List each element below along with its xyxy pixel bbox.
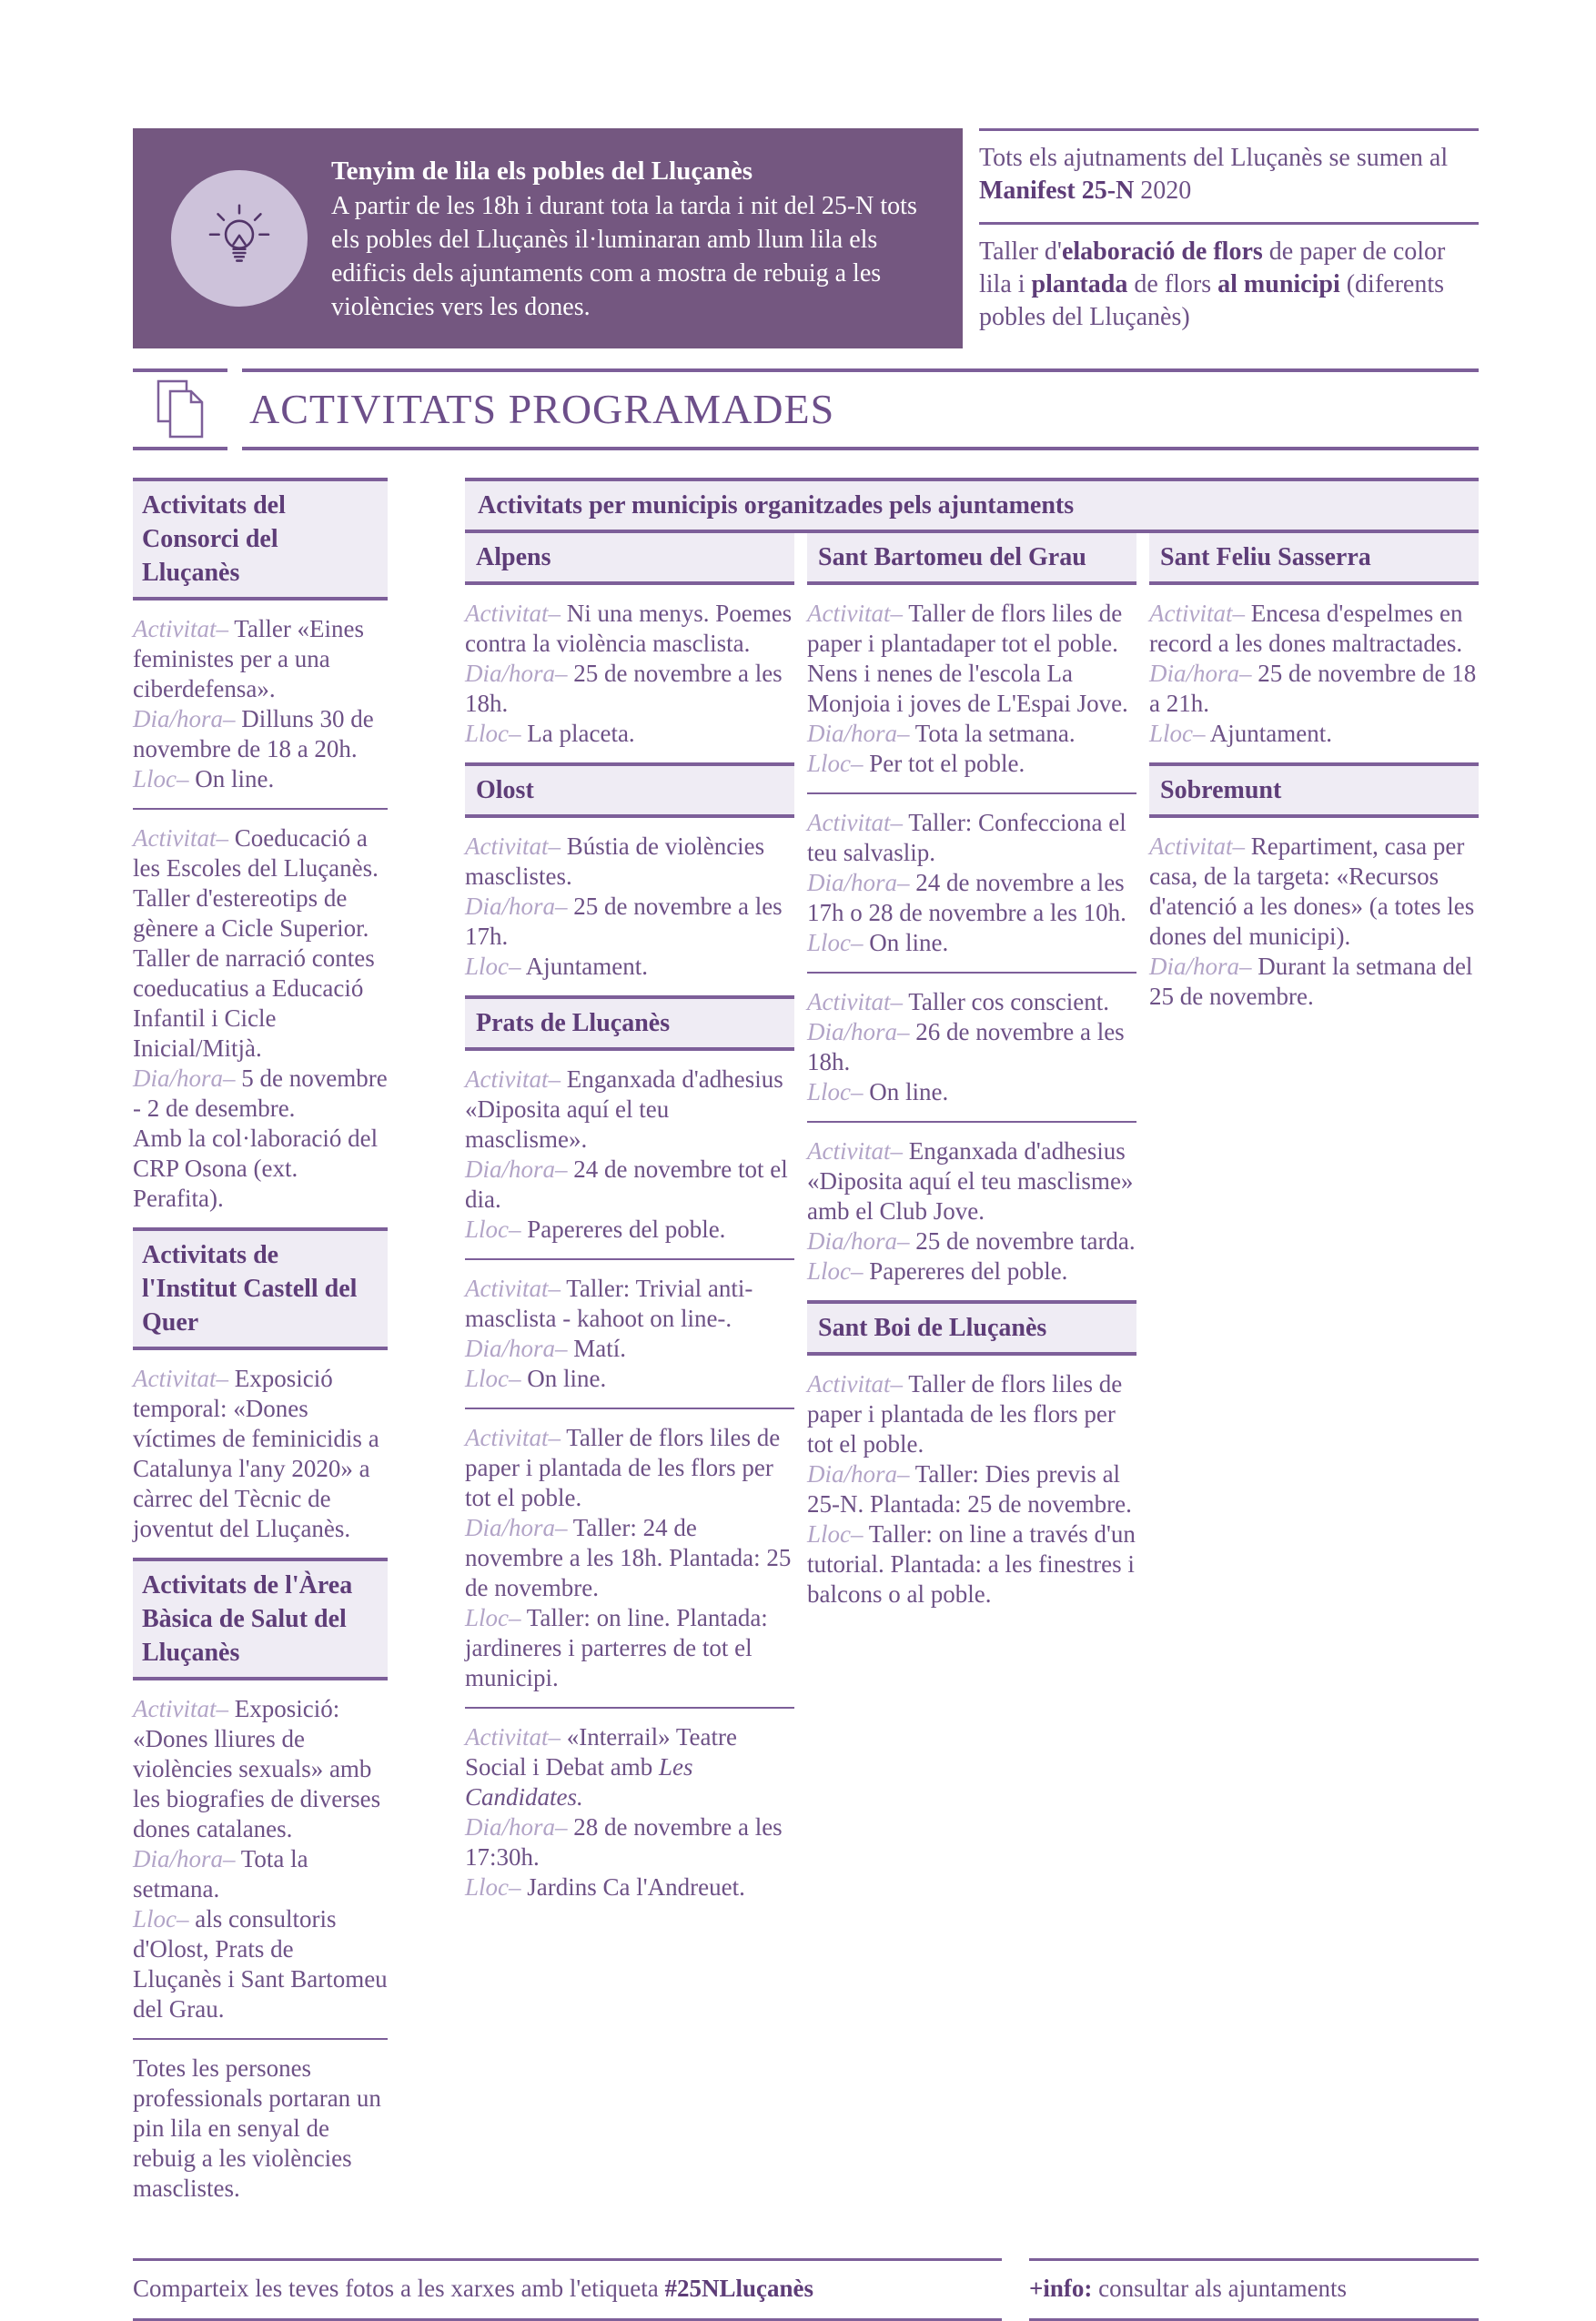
field-text: Ajuntament.	[1209, 720, 1333, 747]
activity-entry	[465, 818, 794, 995]
activity-field	[465, 599, 794, 659]
field-text: On line.	[195, 765, 275, 792]
field-text: 25 de novembre a les 17h.	[465, 893, 783, 950]
municipality-name: Olost	[465, 762, 794, 818]
activity-field	[465, 952, 794, 982]
field-text: Enganxada d'adhesius «Diposita aquí el teu masclisme».	[465, 1065, 783, 1153]
banner	[133, 128, 963, 348]
field-label: Dia/hora–	[807, 1018, 910, 1045]
activity-field	[465, 1274, 794, 1334]
footer-share	[133, 2258, 1002, 2321]
activity-field	[133, 704, 388, 764]
field-label: Lloc–	[465, 1873, 521, 1901]
field-text: 28 de novembre a les 17:30h.	[465, 1813, 783, 1871]
field-text: Jardins Ca l'Andreuet.	[527, 1873, 745, 1901]
field-label: Dia/hora–	[133, 705, 236, 732]
municipality-sant-feliu	[1149, 533, 1479, 762]
activity-entry	[807, 585, 1136, 792]
field-label: Activitat–	[807, 1370, 903, 1398]
activity-entry	[465, 1409, 794, 1707]
municipality-olost	[465, 762, 794, 995]
municipality-sant-boi	[807, 1300, 1136, 1623]
field-text: 25 de novembre tarda.	[915, 1227, 1136, 1255]
field-label: Lloc–	[465, 1365, 521, 1392]
activity-field	[465, 1334, 794, 1364]
field-text: Taller: Trivial anti-masclista - kahoot on line-.	[465, 1275, 753, 1332]
municipalities-header: Activitats per municipis organitzades pels ajuntaments	[465, 478, 1479, 533]
note-text: de paper de color lila i	[979, 237, 1446, 298]
activity-field	[807, 749, 1136, 779]
field-text: Amb la col·laboració del CRP Osona (ext. Perafita).	[133, 1125, 379, 1212]
activity-field	[465, 1872, 794, 1902]
activity-entry	[1149, 585, 1479, 762]
activity-field	[133, 1364, 388, 1544]
municipality-prats	[465, 995, 794, 1916]
field-text: Ajuntament.	[525, 953, 649, 980]
field-label: Activitat–	[465, 1065, 561, 1093]
activity-field	[465, 892, 794, 952]
activity-field	[133, 1064, 388, 1124]
activity-entry	[133, 1680, 388, 2038]
field-label: Lloc–	[465, 1604, 521, 1631]
field-text: 26 de novembre a les 18h.	[807, 1018, 1125, 1075]
field-label: Activitat–	[465, 833, 561, 860]
section-header-salut: Activitats de l'Àrea Bàsica de Salut del Lluçanès	[133, 1558, 388, 1680]
title-band	[133, 368, 1479, 450]
activity-entry	[465, 1709, 794, 1916]
field-text: Exposició temporal: «Dones víctimes de feminicidis a Catalunya l'any 2020» a càrrec del Tècnic de joventut del Lluçanès.	[133, 1365, 379, 1542]
field-text: Taller de flors liles de paper i plantada de les flors per tot el poble.	[465, 1424, 781, 1511]
field-label: Lloc–	[807, 929, 864, 956]
activity-field	[465, 1722, 794, 1812]
activity-field	[807, 1077, 1136, 1107]
banner-body: A partir de les 18h i durant tota la tarda i nit del 25-N tots els pobles del Lluçanès il·luminaran amb llum lila els edificis dels ajuntaments com a mostra de rebuig a les violències vers les dones.	[331, 192, 917, 321]
field-text: Bústia de violències masclistes.	[465, 833, 765, 890]
activity-field	[133, 1694, 388, 1844]
section-header-institut: Activitats de l'Institut Castell del Quer	[133, 1227, 388, 1350]
content	[133, 478, 1479, 2217]
activity-field	[807, 928, 1136, 958]
field-text: 25 de novembre a les 18h.	[465, 660, 783, 717]
activity-field	[133, 1844, 388, 1904]
activity-field	[807, 1136, 1136, 1226]
note-manifest	[979, 128, 1479, 222]
activity-field	[1149, 719, 1479, 749]
footer-info-label: +info:	[1029, 2275, 1093, 2302]
field-text: Papereres del poble.	[527, 1216, 726, 1243]
field-text: Repartiment, casa per casa, de la targeta: «Recursos d'atenció a les dones» (a totes les dones del municipi).	[1149, 833, 1475, 950]
field-text: On line.	[869, 929, 949, 956]
field-label: Lloc–	[1149, 720, 1206, 747]
field-label: Dia/hora–	[465, 1813, 568, 1841]
field-text: Encesa d'espelmes en record a les dones maltractades.	[1149, 600, 1463, 657]
note-text: 2020	[1134, 177, 1192, 205]
lightbulb-icon	[171, 170, 308, 307]
activity-entry	[807, 1356, 1136, 1623]
field-label: Lloc–	[807, 1520, 864, 1548]
activity-entry	[807, 1123, 1136, 1300]
field-text: 24 de novembre a les 17h o 28 de novembre a les 10h.	[807, 869, 1126, 926]
activity-entry	[133, 810, 388, 1227]
footer-share-text: Comparteix les teves fotos a les xarxes amb l'etiqueta	[133, 2275, 665, 2302]
activity-field	[807, 1459, 1136, 1519]
field-text: Enganxada d'adhesius «Diposita aquí el teu masclisme» amb el Club Jove.	[807, 1137, 1134, 1225]
activity-field	[465, 1513, 794, 1603]
municipality-name: Sobremunt	[1149, 762, 1479, 818]
field-text: On line.	[527, 1365, 607, 1392]
field-text: Taller: 24 de novembre a les 18h. Plantada: 25 de novembre.	[465, 1514, 792, 1601]
field-label: Dia/hora–	[807, 720, 910, 747]
activity-field	[807, 808, 1136, 868]
field-label: Activitat–	[465, 600, 561, 627]
field-text: 24 de novembre tot el dia.	[465, 1155, 788, 1213]
field-label: Dia/hora–	[807, 1227, 910, 1255]
activity-field	[465, 719, 794, 749]
field-text: Taller «Eines feministes per a una ciberdefensa».	[133, 615, 365, 702]
note-taller-flors	[979, 222, 1479, 348]
field-text: Taller: on line. Plantada: jardineres i parterres de tot el municipi.	[465, 1604, 768, 1691]
activity-field	[807, 719, 1136, 749]
note-text: Taller d'	[979, 237, 1062, 266]
field-label: Dia/hora–	[465, 1155, 568, 1183]
field-text: 25 de novembre de 18 a 21h.	[1149, 660, 1477, 717]
activity-field	[807, 1519, 1136, 1610]
document-pages-icon	[133, 368, 227, 450]
activity-field	[1149, 952, 1479, 1012]
activity-entry	[465, 585, 794, 762]
field-text: als consultoris d'Olost, Prats de Lluçanès i Sant Bartomeu del Grau.	[133, 1905, 388, 2023]
activity-field	[133, 614, 388, 704]
activity-entry	[133, 1350, 388, 1558]
activity-field	[465, 1215, 794, 1245]
activity-field	[465, 1364, 794, 1394]
field-label: Dia/hora–	[807, 869, 910, 896]
activity-field	[133, 764, 388, 794]
activity-field	[465, 659, 794, 719]
note-bold: elaboració de flors	[1061, 237, 1263, 266]
field-label: Dia/hora–	[465, 1514, 568, 1541]
field-text: Tota la setmana.	[133, 1845, 308, 1902]
municipality-sobremunt	[1149, 762, 1479, 1025]
banner-text	[331, 153, 937, 324]
municipality-name: Sant Feliu Sasserra	[1149, 533, 1479, 585]
field-text: Dilluns 30 de novembre de 18 a 20h.	[133, 705, 374, 762]
activity-field	[1149, 599, 1479, 659]
field-label: Lloc–	[133, 765, 189, 792]
side-notes	[979, 128, 1479, 348]
activity-entry	[465, 1051, 794, 1258]
field-label: Lloc–	[807, 1257, 864, 1285]
municipality-name: Sant Bartomeu del Grau	[807, 533, 1136, 585]
pin-note	[133, 2040, 388, 2217]
activity-field	[1149, 832, 1479, 952]
field-text: Per tot el poble.	[869, 750, 1025, 777]
activity-entry	[465, 1260, 794, 1408]
field-label: Activitat–	[807, 600, 903, 627]
field-text: Taller de flors liles de paper i plantada de les flors per tot el poble.	[807, 1370, 1123, 1458]
field-label: Dia/hora–	[465, 893, 568, 920]
activity-field	[133, 823, 388, 1064]
field-label: Dia/hora–	[807, 1460, 910, 1488]
note-bold: plantada	[1031, 270, 1128, 298]
municipality-alpens	[465, 533, 794, 762]
activity-entry	[807, 974, 1136, 1121]
field-label: Activitat–	[807, 1137, 903, 1165]
section-header-consorci: Activitats del Consorci del Lluçanès	[133, 478, 388, 600]
note-text: (diferents pobles del Lluçanès)	[979, 270, 1445, 331]
activity-field	[1149, 659, 1479, 719]
note-bold: Manifest 25-N	[979, 177, 1135, 205]
field-label: Lloc–	[465, 953, 521, 980]
activity-field	[807, 987, 1136, 1017]
field-label: Activitat–	[807, 988, 903, 1015]
footer	[133, 2258, 1479, 2321]
municipality-name: Alpens	[465, 533, 794, 585]
activity-entry	[807, 794, 1136, 972]
field-label: Lloc–	[465, 1216, 521, 1243]
activity-field	[133, 1904, 388, 2024]
activity-field	[465, 1812, 794, 1872]
field-text: Matí.	[573, 1335, 627, 1362]
field-label: Activitat–	[133, 824, 228, 852]
field-text: Papereres del poble.	[869, 1257, 1068, 1285]
field-label: Dia/hora–	[465, 660, 568, 687]
municipalities-area	[465, 478, 1479, 1916]
activity-field	[807, 1226, 1136, 1256]
note-text: Tots els ajutnaments del Lluçanès se sumen al	[979, 144, 1449, 172]
footer-info-text: consultar als ajuntaments	[1092, 2275, 1348, 2302]
municipality-column-2	[807, 533, 1136, 1916]
field-label: Lloc–	[807, 750, 864, 777]
activity-field	[807, 1256, 1136, 1287]
field-label: Lloc–	[465, 720, 521, 747]
field-label: Lloc–	[807, 1078, 864, 1105]
field-label: Dia/hora–	[1149, 953, 1252, 980]
field-text: La placeta.	[527, 720, 635, 747]
footer-hashtag: #25NLluçanès	[664, 2275, 813, 2302]
field-label: Dia/hora–	[133, 1845, 236, 1872]
field-text: On line.	[869, 1078, 949, 1105]
field-text: Totes les persones professionals portaran un pin lila en senyal de rebuig a les violències masclistes.	[133, 2054, 381, 2202]
activity-entry	[1149, 818, 1479, 1025]
activity-field	[465, 1423, 794, 1513]
activity-field	[465, 832, 794, 892]
field-text: Exposició: «Dones lliures de violències sexuals» amb les biografies de diverses dones catalanes.	[133, 1695, 381, 1842]
municipality-name: Prats de Lluçanès	[465, 995, 794, 1051]
activity-field	[465, 1155, 794, 1215]
field-label: Dia/hora–	[133, 1065, 236, 1092]
field-text: Ni una menys. Poemes contra la violència masclista.	[465, 600, 793, 657]
page-title: ACTIVITATS PROGRAMADES	[242, 368, 1479, 450]
field-label: Dia/hora–	[465, 1335, 568, 1362]
field-text: Coeducació a les Escoles del Lluçanès. Taller d'estereotips de gènere a Cicle Superior. Taller de narració contes coeducatius a Educació Infantil i Cicle Inicial/Mitjà.	[133, 824, 379, 1062]
field-text: Taller: Dies previs al 25-N. Plantada: 25 de novembre.	[807, 1460, 1132, 1518]
field-label: Activitat–	[465, 1723, 561, 1751]
field-label: Activitat–	[1149, 833, 1245, 860]
activity-field	[807, 1017, 1136, 1077]
municipality-sant-bartomeu	[807, 533, 1136, 1300]
field-label: Lloc–	[133, 1905, 189, 1932]
field-label: Activitat–	[133, 615, 228, 642]
footer-info	[1029, 2258, 1479, 2321]
field-text-italic: Les Candidates.	[465, 1753, 693, 1811]
note-row	[133, 2054, 388, 2204]
field-text: Taller cos conscient.	[908, 988, 1110, 1015]
activity-entry	[133, 600, 388, 808]
municipality-column-1	[465, 533, 794, 1916]
field-label: Activitat–	[133, 1695, 228, 1722]
field-text: Durant la setmana del 25 de novembre.	[1149, 953, 1473, 1010]
field-label: Activitat–	[1149, 600, 1245, 627]
note-bold: al municipi	[1217, 270, 1340, 298]
field-text: Tota la setmana.	[914, 720, 1076, 747]
municipality-columns	[465, 533, 1479, 1916]
field-text: «Interrail» Teatre Social i Debat amb	[465, 1723, 737, 1781]
activity-field	[807, 1369, 1136, 1459]
activity-note	[133, 1124, 388, 1214]
municipality-column-3	[1149, 533, 1479, 1916]
activity-field	[807, 868, 1136, 928]
field-label: Activitat–	[807, 809, 903, 836]
field-label: Activitat–	[465, 1424, 561, 1451]
activity-field	[465, 1065, 794, 1155]
top-row	[133, 128, 1479, 348]
field-label: Dia/hora–	[1149, 660, 1252, 687]
activity-field	[807, 599, 1136, 719]
field-text: Taller de flors liles de paper i plantadaper tot el poble. Nens i nenes de l'escola La Monjoia i joves de L'Espai Jove.	[807, 600, 1128, 717]
municipality-name: Sant Boi de Lluçanès	[807, 1300, 1136, 1356]
field-text: Taller: on line a través d'un tutorial. Plantada: a les finestres i balcons o al poble.	[807, 1520, 1136, 1608]
field-text: Taller: Confecciona el teu salvaslip.	[807, 809, 1126, 866]
field-label: Activitat–	[133, 1365, 228, 1392]
activity-field	[465, 1603, 794, 1693]
left-column	[133, 478, 388, 2217]
field-label: Activitat–	[465, 1275, 561, 1302]
banner-title: Tenyim de lila els pobles del Lluçanès	[331, 156, 753, 186]
field-text: 5 de novembre - 2 de desembre.	[133, 1065, 388, 1122]
note-text: de flors	[1127, 270, 1218, 298]
